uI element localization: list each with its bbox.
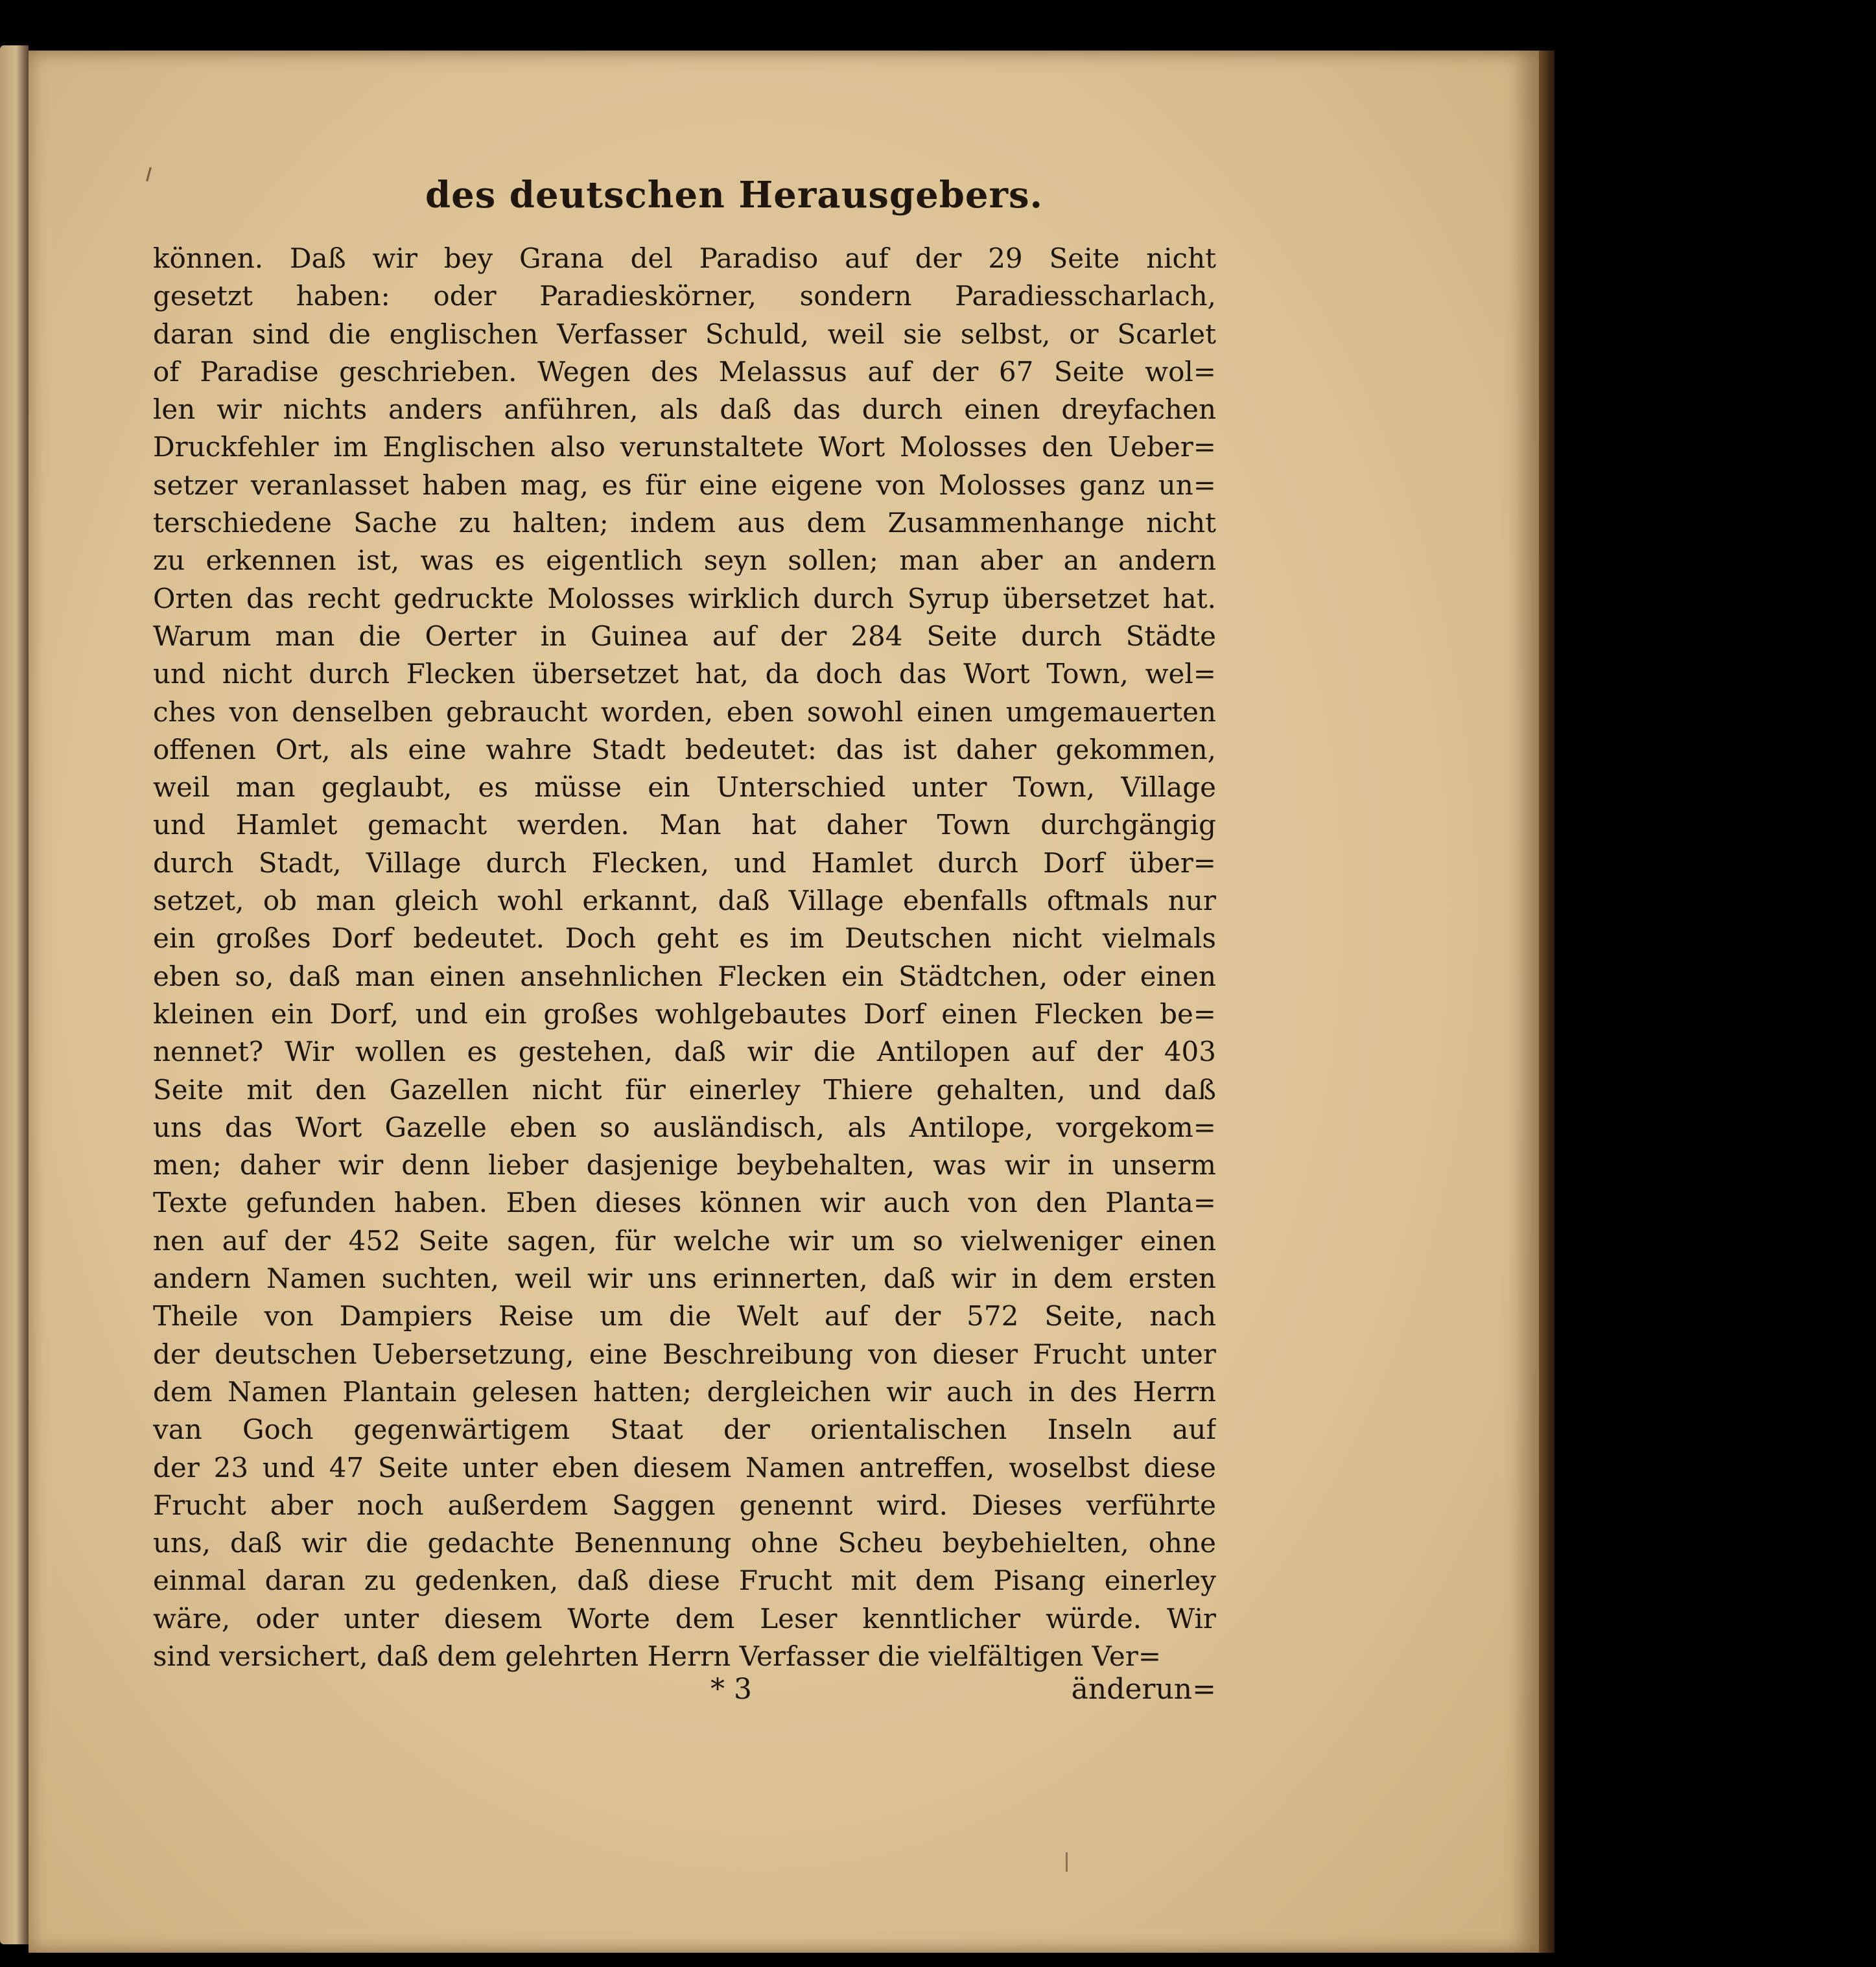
text-line: der deutschen Uebersetzung, eine Beschreibung von dieser Frucht unter: [153, 1338, 1216, 1370]
body-text: [153, 240, 1216, 1675]
text-line: einmal daran zu gedenken, daß diese Frucht mit dem Pisang einerley: [153, 1565, 1216, 1597]
text-line: men; daher wir denn lieber dasjenige beybehalten, was wir in unserm: [153, 1149, 1216, 1181]
book-page: [29, 51, 1539, 1953]
text-line: terschiedene Sache zu halten; indem aus dem Zusammenhange nicht: [153, 507, 1216, 539]
text-line: Orten das recht gedruckte Molosses wirklich durch Syrup übersetzet hat.: [153, 582, 1216, 614]
text-line: können. Daß wir bey Grana del Paradiso auf der 29 Seite nicht: [153, 242, 1216, 274]
text-line: nen auf der 452 Seite sagen, für welche wir um so vielweniger einen: [153, 1224, 1216, 1257]
running-head: des deutschen Herausgebers.: [425, 174, 1044, 216]
text-line: und Hamlet gemacht werden. Man hat daher Town durchgängig: [153, 809, 1216, 841]
text-line: setzet, ob man gleich wohl erkannt, daß Village ebenfalls oftmals nur: [153, 885, 1216, 917]
stray-ink-mark: [1066, 1852, 1068, 1872]
margin-mark: [146, 167, 152, 181]
text-line: dem Namen Plantain gelesen hatten; dergleichen wir auch in des Herrn: [153, 1375, 1216, 1408]
text-line: andern Namen suchten, weil wir uns erinnerten, daß wir in dem ersten: [153, 1263, 1216, 1295]
text-line: und nicht durch Flecken übersetzet hat, da doch das Wort Town, wel=: [153, 658, 1216, 690]
text-line: uns das Wort Gazelle eben so ausländisch, als Antilope, vorgekom=: [153, 1111, 1216, 1143]
previous-page-edge: [0, 45, 29, 1944]
text-line: weil man geglaubt, es müsse ein Unterschied unter Town, Village: [153, 771, 1216, 804]
text-line: Warum man die Oerter in Guinea auf der 284 Seite durch Städte: [153, 620, 1216, 652]
page-edge-shadow: [1539, 51, 1554, 1953]
text-line: ein großes Dorf bedeutet. Doch geht es im Deutschen nicht vielmals: [153, 922, 1216, 955]
text-line: durch Stadt, Village durch Flecken, und Hamlet durch Dorf über=: [153, 846, 1216, 879]
text-line: sind versichert, daß dem gelehrten Herrn Verfasser die vielfältigen Ver=: [153, 1640, 1162, 1672]
text-line: Frucht aber noch außerdem Saggen genennt wird. Dieses verführte: [153, 1489, 1216, 1521]
text-line: der 23 und 47 Seite unter eben diesem Namen antreffen, woselbst diese: [153, 1451, 1216, 1484]
text-line: setzer veranlasset haben mag, es für eine eigene von Molosses ganz un=: [153, 469, 1216, 501]
catchword: änderun=: [1071, 1673, 1216, 1706]
text-line: daran sind die englischen Verfasser Schuld, weil sie selbst, or Scarlet: [153, 318, 1216, 350]
text-line: ches von denselben gebraucht worden, eben sowohl einen umgemauerten: [153, 695, 1216, 728]
text-line: van Goch gegenwärtigem Staat der orientalischen Inseln auf: [153, 1414, 1216, 1446]
text-line: Seite mit den Gazellen nicht für einerley Thiere gehalten, und daß: [153, 1073, 1216, 1106]
text-line: Texte gefunden haben. Eben dieses können wir auch von den Planta=: [153, 1187, 1216, 1219]
text-line: Druckfehler im Englischen also verunstaltete Wort Molosses den Ueber=: [153, 431, 1216, 463]
text-line: wäre, oder unter diesem Worte dem Leser kenntlicher würde. Wir: [153, 1602, 1216, 1635]
text-line: gesetzt haben: oder Paradieskörner, sondern Paradiesscharlach,: [153, 280, 1216, 312]
text-line: nennet? Wir wollen es gestehen, daß wir die Antilopen auf der 403: [153, 1036, 1216, 1068]
text-line: uns, daß wir die gedachte Benennung ohne Scheu beybehielten, ohne: [153, 1527, 1216, 1559]
signature-mark: * 3: [710, 1673, 752, 1706]
page-footer: [153, 1673, 1216, 1712]
text-line: Theile von Dampiers Reise um die Welt auf der 572 Seite, nach: [153, 1300, 1216, 1333]
text-line: eben so, daß man einen ansehnlichen Flecken ein Städtchen, oder einen: [153, 960, 1216, 992]
text-line: len wir nichts anders anführen, als daß das durch einen dreyfachen: [153, 393, 1216, 426]
text-line: kleinen ein Dorf, und ein großes wohlgebautes Dorf einen Flecken be=: [153, 997, 1216, 1030]
text-line: offenen Ort, als eine wahre Stadt bedeutet: das ist daher gekommen,: [153, 733, 1216, 765]
text-line: of Paradise geschrieben. Wegen des Melassus auf der 67 Seite wol=: [153, 355, 1216, 388]
text-line: zu erkennen ist, was es eigentlich seyn sollen; man aber an andern: [153, 544, 1216, 577]
